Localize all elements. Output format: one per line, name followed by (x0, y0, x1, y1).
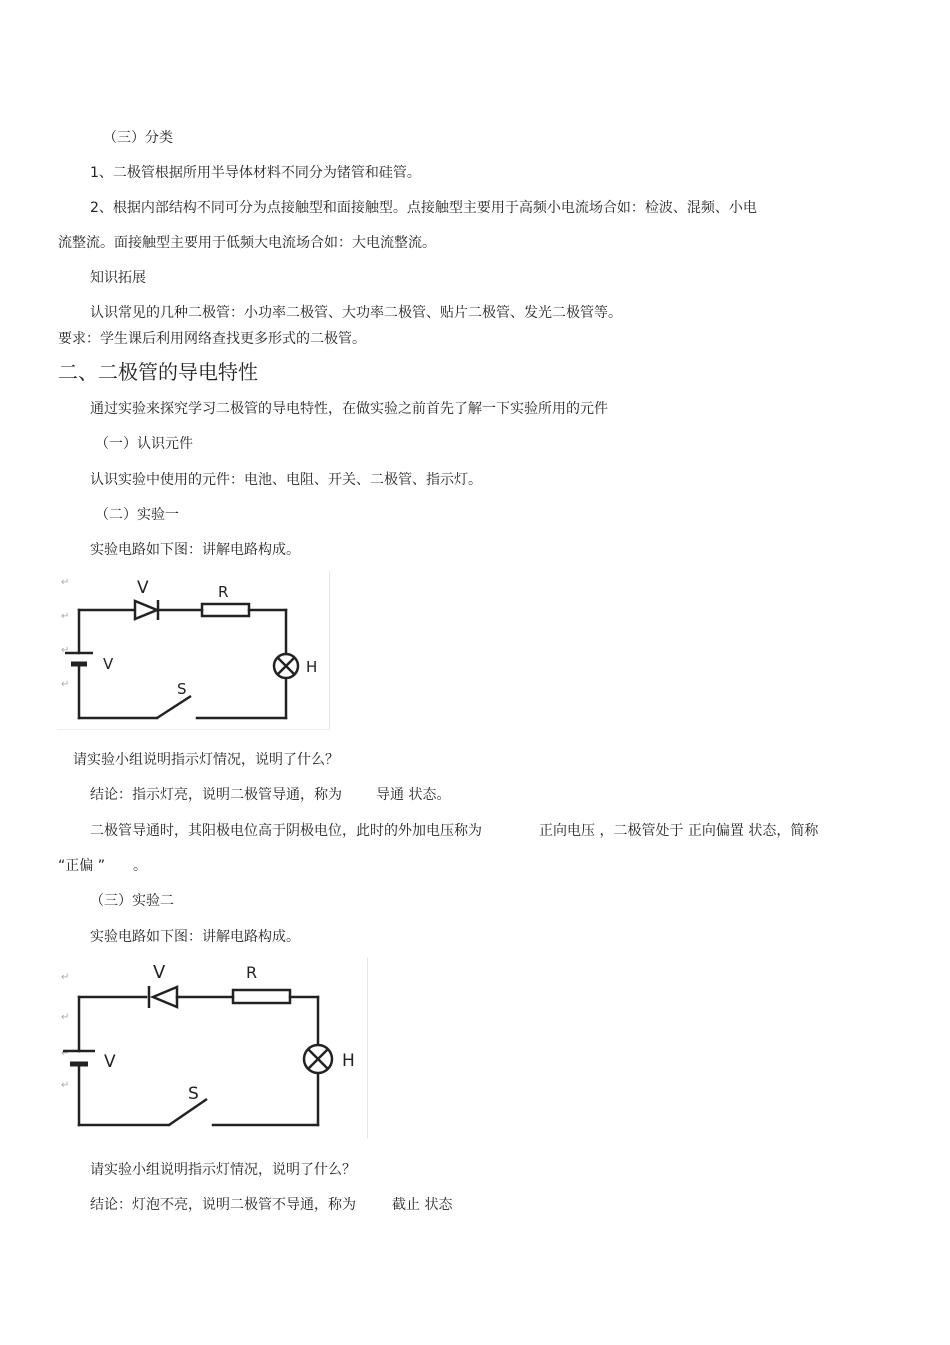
answer-conducting: 导通 (376, 787, 404, 803)
battery-label: V (104, 1052, 116, 1072)
switch-label: S (188, 1084, 199, 1104)
lamp-symbol (304, 1045, 332, 1073)
lamp-symbol (274, 654, 298, 678)
experiment-1-question: 请实验小组说明指示灯情况，说明了什么？ (73, 752, 339, 768)
switch-label: S (177, 680, 187, 698)
subsection-identify-text: 认识实验中使用的元件：电池、电阻、开关、二极管、指示灯。 (90, 472, 482, 488)
classify-item-2-line-2: 流整流。面接触型主要用于低频大电流场合如：大电流整流。 (58, 235, 436, 251)
experiment-2-question: 请实验小组说明指示灯情况，说明了什么？ (90, 1162, 356, 1178)
experiment-2-heading: （三）实验二 (90, 893, 174, 909)
experiment-2-intro: 实验电路如下图：讲解电路构成。 (90, 929, 300, 945)
requirement-text: 要求：学生课后利用网络查找更多形式的二极管。 (58, 331, 366, 347)
experiment-1-intro: 实验电路如下图：讲解电路构成。 (90, 542, 300, 558)
circuit-diagram-2 (57, 958, 368, 1138)
diode-symbol (149, 986, 177, 1008)
answer-cutoff: 截止 (392, 1197, 420, 1213)
classify-item-2-line-1: 2、根据内部结构不同可分为点接触型和面接触型。点接触型主要用于高频小电流场合如：检波、混频、小电 (90, 200, 757, 216)
svg-text:↵: ↵ (61, 1080, 70, 1091)
experiment-1-conclusion: 结论：指示灯亮，说明二极管导通，称为 导通 状态。 (90, 787, 451, 803)
battery-label: V (103, 655, 114, 673)
resistor-symbol (233, 990, 290, 1003)
experiment-1-heading: （二）实验一 (95, 507, 179, 523)
circuit-diagram-1 (57, 571, 330, 730)
svg-text:↵: ↵ (61, 611, 70, 622)
resistor-label: R (246, 963, 258, 982)
svg-text:↵: ↵ (61, 1012, 70, 1023)
paragraph-mark-icon (61, 577, 69, 690)
paragraph-mark-icon (61, 972, 69, 1091)
svg-text:↵: ↵ (61, 972, 70, 983)
lamp-label: H (342, 1051, 355, 1071)
knowledge-extension-title: 知识拓展 (90, 270, 146, 286)
answer-forward-voltage: 正向电压 (539, 823, 595, 839)
svg-text:↵: ↵ (61, 645, 70, 656)
knowledge-extension-text: 认识常见的几种二极管：小功率二极管、大功率二极管、贴片二极管、发光二极管等。 (90, 305, 622, 321)
lamp-label: H (306, 658, 318, 676)
classify-item-1: 1、二极管根据所用半导体材料不同分为锗管和硅管。 (90, 165, 421, 181)
section-title: 二、二极管的导电特性 (58, 360, 258, 384)
classify-heading: （三）分类 (103, 130, 173, 146)
experiment-2-conclusion: 结论：灯泡不亮，说明二极管不导通，称为 截止 状态 (90, 1197, 453, 1213)
svg-text:↵: ↵ (61, 577, 70, 588)
diode-label: V (153, 962, 166, 983)
answer-forward-bias: 正向偏置 (687, 823, 744, 839)
svg-text:↵: ↵ (61, 1048, 70, 1059)
svg-text:↵: ↵ (61, 679, 70, 690)
section-intro: 通过实验来探究学习二极管的导电特性，在做实验之前首先了解一下实验所用的元件 (90, 401, 608, 417)
diode-label: V (137, 578, 149, 598)
forward-bias-text-line-2: “正偏 ” 。 (58, 858, 147, 874)
diode-symbol (135, 600, 158, 620)
forward-bias-text-line-1: 二极管导通时，其阳极电位高于阴极电位，此时的外加电压称为 正向电压 ，二极管处于 正向偏置 状态，简称 (90, 823, 819, 839)
switch-symbol (157, 696, 191, 718)
resistor-label: R (218, 583, 229, 601)
resistor-symbol (202, 604, 249, 616)
subsection-identify-heading: （一）认识元件 (95, 436, 193, 452)
